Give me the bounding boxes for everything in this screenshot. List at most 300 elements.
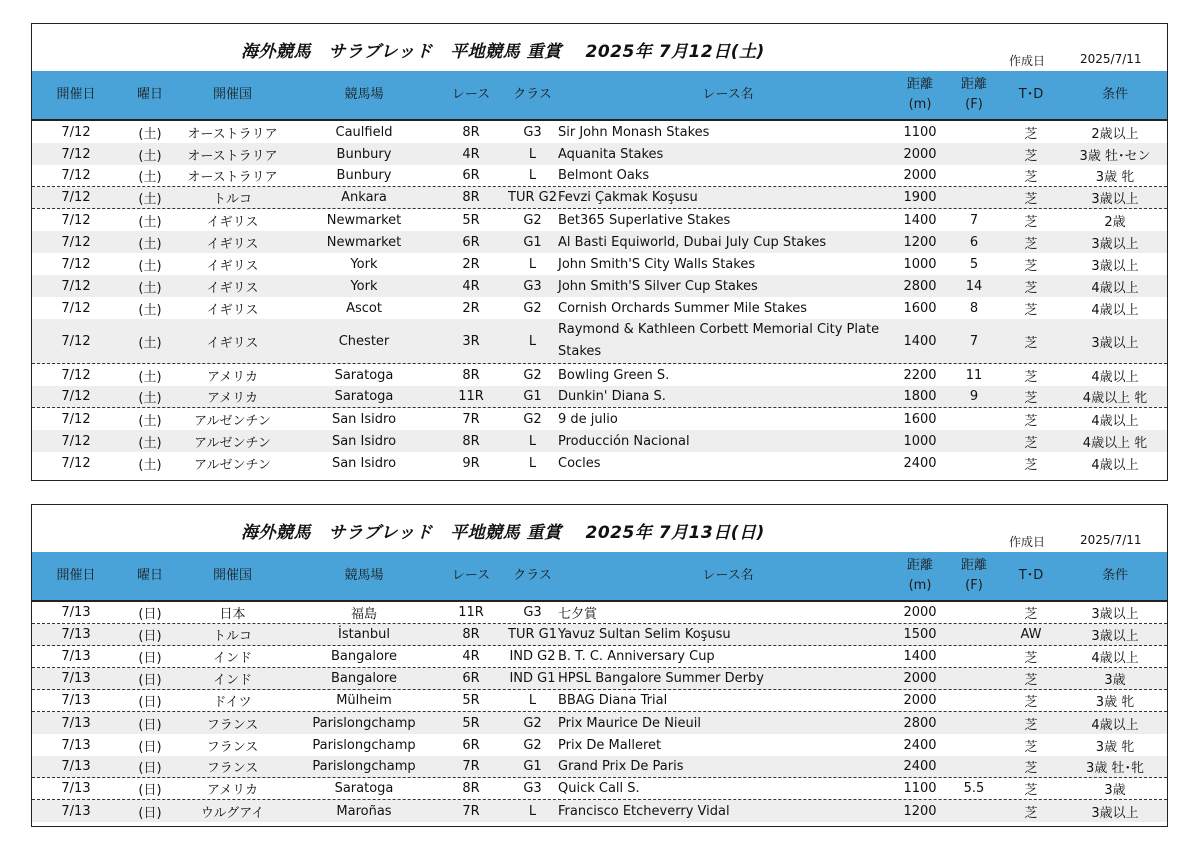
column-header-wd: 曜日 bbox=[136, 568, 163, 583]
cell-df: 7 bbox=[969, 333, 979, 349]
cell-dm: 2400 bbox=[903, 737, 937, 753]
table-body bbox=[32, 121, 1167, 474]
cell-race: 4R bbox=[462, 278, 480, 294]
cell-class: IND G1 bbox=[509, 671, 556, 686]
page-title: 海外競馬 サラブレッド 平地競馬 重賞 2025年 7月12日(土) bbox=[241, 42, 765, 62]
cell-cond: 4歳以上 bbox=[1091, 280, 1139, 296]
cell-td: 芝 bbox=[1024, 302, 1038, 318]
cell-country: アルゼンチン bbox=[194, 457, 271, 473]
cell-class: G1 bbox=[523, 759, 542, 774]
table-row bbox=[32, 668, 1167, 690]
cell-track: Newmarket bbox=[326, 212, 402, 228]
cell-df bbox=[948, 143, 1000, 165]
cell-wd: (土) bbox=[138, 280, 162, 296]
cell-race: 11R bbox=[458, 389, 484, 404]
cell-dm: 1900 bbox=[903, 190, 937, 205]
cell-td: 芝 bbox=[1024, 258, 1038, 274]
cell-td: 芝 bbox=[1024, 214, 1038, 230]
cell-class: G1 bbox=[523, 389, 542, 404]
cell-race: 9R bbox=[462, 455, 480, 471]
cell-wd: (土) bbox=[138, 258, 162, 274]
cell-name: Producción Nacional bbox=[558, 433, 690, 449]
cell-dm: 2000 bbox=[903, 605, 937, 620]
cell-cond: 3歳以上 bbox=[1091, 607, 1139, 622]
cell-cond: 4歳以上 bbox=[1091, 302, 1139, 318]
table-row bbox=[32, 690, 1167, 712]
table-row bbox=[32, 143, 1167, 165]
cell-cond: 3歳 bbox=[1104, 783, 1126, 798]
cell-date: 7/13 bbox=[61, 781, 91, 796]
cell-class: L bbox=[528, 455, 537, 471]
cell-cond: 3歳以上 bbox=[1091, 236, 1139, 252]
cell-cond: 3歳 牡･牝 bbox=[1086, 761, 1144, 776]
cell-race: 7R bbox=[462, 803, 480, 819]
cell-wd: (土) bbox=[138, 391, 162, 406]
cell-name: Grand Prix De Paris bbox=[558, 759, 684, 774]
cell-cond: 2歳以上 bbox=[1091, 126, 1139, 142]
cell-class: TUR G1 bbox=[508, 627, 557, 642]
cell-race: 2R bbox=[462, 256, 480, 272]
created-date-value: 2025/7/11 bbox=[1080, 533, 1142, 547]
cell-name: Yavuz Sultan Selim Koşusu bbox=[558, 627, 731, 642]
cell-track: 福島 bbox=[350, 607, 377, 622]
cell-race: 7R bbox=[462, 411, 480, 427]
cell-race: 4R bbox=[462, 146, 480, 162]
cell-track: York bbox=[350, 278, 378, 294]
cell-cond: 4歳以上 bbox=[1091, 717, 1139, 733]
table-row bbox=[32, 253, 1167, 275]
cell-class: G3 bbox=[523, 605, 542, 620]
table-row bbox=[32, 712, 1167, 734]
table-row bbox=[32, 364, 1167, 386]
table-row bbox=[32, 778, 1167, 800]
cell-country: アルゼンチン bbox=[194, 413, 271, 429]
column-header-date: 開催日 bbox=[56, 568, 96, 583]
cell-td: 芝 bbox=[1024, 413, 1038, 429]
cell-cond: 4歳以上 牝 bbox=[1082, 435, 1148, 451]
cell-date: 7/12 bbox=[61, 389, 91, 404]
cell-country: フランス bbox=[206, 739, 259, 755]
cell-dm: 1600 bbox=[903, 300, 937, 316]
cell-cond: 3歳 牝 bbox=[1095, 695, 1135, 710]
cell-class: L bbox=[528, 803, 537, 819]
cell-cond: 3歳以上 bbox=[1091, 805, 1139, 821]
cell-td: 芝 bbox=[1024, 739, 1038, 755]
cell-df: 8 bbox=[969, 300, 979, 316]
cell-wd: (日) bbox=[138, 761, 162, 776]
cell-track: Saratoga bbox=[334, 367, 394, 383]
cell-country: アメリカ bbox=[206, 391, 259, 406]
cell-dm: 1800 bbox=[903, 389, 937, 404]
cell-wd: (土) bbox=[138, 214, 162, 230]
cell-country: トルコ bbox=[212, 192, 252, 207]
cell-cond: 3歳 牝 bbox=[1095, 170, 1135, 185]
table-row bbox=[32, 800, 1167, 822]
cell-df bbox=[948, 800, 1000, 822]
cell-date: 7/12 bbox=[61, 212, 91, 228]
column-header-dm: 距離 (m) bbox=[906, 558, 933, 593]
cell-dm: 2000 bbox=[903, 168, 937, 183]
cell-country: オーストラリア bbox=[187, 126, 278, 142]
cell-name: Al Basti Equiworld, Dubai July Cup Stakes bbox=[558, 234, 827, 250]
cell-class: IND G2 bbox=[509, 649, 556, 664]
cell-td: 芝 bbox=[1024, 170, 1038, 185]
cell-dm: 2000 bbox=[903, 146, 937, 162]
cell-class: L bbox=[528, 333, 537, 349]
table-row bbox=[32, 624, 1167, 646]
cell-dm: 2000 bbox=[903, 671, 937, 686]
column-header-track: 競馬場 bbox=[344, 87, 384, 102]
cell-class: L bbox=[528, 433, 537, 449]
cell-race: 5R bbox=[462, 212, 480, 228]
cell-date: 7/12 bbox=[61, 190, 91, 205]
cell-df bbox=[948, 734, 1000, 756]
cell-race: 5R bbox=[462, 715, 480, 731]
cell-track: Parislongchamp bbox=[312, 759, 416, 774]
cell-df bbox=[948, 430, 1000, 452]
cell-df bbox=[948, 121, 1000, 143]
cell-track: San Isidro bbox=[331, 455, 397, 471]
cell-cond: 3歳 牝 bbox=[1095, 739, 1135, 755]
cell-track: Parislongchamp bbox=[312, 715, 416, 731]
column-header-name: レース名 bbox=[702, 568, 754, 583]
page-title: 海外競馬 サラブレッド 平地競馬 重賞 2025年 7月13日(日) bbox=[241, 523, 765, 543]
cell-df bbox=[948, 668, 1000, 689]
cell-track: Bangalore bbox=[331, 671, 397, 686]
cell-class: G2 bbox=[523, 367, 542, 383]
cell-wd: (土) bbox=[138, 335, 162, 351]
cell-class: G3 bbox=[523, 124, 542, 140]
cell-td: 芝 bbox=[1024, 695, 1038, 710]
cell-cond: 3歳以上 bbox=[1091, 258, 1139, 274]
table-row bbox=[32, 319, 1167, 364]
cell-class: G2 bbox=[523, 737, 542, 753]
cell-race: 8R bbox=[462, 781, 480, 796]
cell-country: インド bbox=[212, 651, 252, 666]
cell-cond: 3歳以上 bbox=[1091, 192, 1139, 207]
cell-wd: (日) bbox=[138, 739, 162, 755]
cell-df bbox=[948, 165, 1000, 186]
cell-dm: 1100 bbox=[903, 781, 937, 796]
cell-class: L bbox=[528, 693, 537, 708]
cell-td: 芝 bbox=[1024, 805, 1038, 821]
cell-td: AW bbox=[1020, 627, 1042, 642]
cell-df bbox=[948, 690, 1000, 711]
cell-df bbox=[948, 408, 1000, 430]
cell-cond: 2歳 bbox=[1104, 214, 1126, 230]
cell-race: 6R bbox=[462, 234, 480, 250]
cell-wd: (土) bbox=[138, 302, 162, 318]
table-row bbox=[32, 646, 1167, 668]
cell-date: 7/12 bbox=[61, 367, 91, 383]
column-header-class: クラス bbox=[513, 87, 552, 102]
cell-cond: 4歳以上 bbox=[1091, 457, 1139, 473]
cell-td: 芝 bbox=[1024, 717, 1038, 733]
cell-dm: 1000 bbox=[903, 433, 937, 449]
cell-wd: (日) bbox=[138, 607, 162, 622]
cell-date: 7/12 bbox=[61, 300, 91, 316]
cell-wd: (土) bbox=[138, 457, 162, 473]
cell-name: B. T. C. Anniversary Cup bbox=[558, 649, 715, 664]
cell-track: Bunbury bbox=[336, 146, 392, 162]
cell-name: John Smith'S City Walls Stakes bbox=[558, 256, 756, 272]
cell-name: HPSL Bangalore Summer Derby bbox=[558, 671, 764, 686]
cell-df bbox=[948, 624, 1000, 645]
cell-wd: (日) bbox=[138, 651, 162, 666]
cell-name: Aquanita Stakes bbox=[558, 146, 664, 162]
cell-class: G2 bbox=[523, 212, 542, 228]
cell-name: 七夕賞 bbox=[558, 607, 598, 622]
column-header-track: 競馬場 bbox=[344, 568, 384, 583]
cell-date: 7/12 bbox=[61, 278, 91, 294]
cell-name: Sir John Monash Stakes bbox=[558, 124, 710, 140]
table-row bbox=[32, 187, 1167, 209]
cell-date: 7/12 bbox=[61, 256, 91, 272]
cell-wd: (日) bbox=[138, 783, 162, 798]
title-row bbox=[32, 24, 1167, 71]
cell-name: Prix De Malleret bbox=[558, 737, 662, 753]
cell-track: San Isidro bbox=[331, 411, 397, 427]
cell-date: 7/12 bbox=[61, 411, 91, 427]
table-row bbox=[32, 734, 1167, 756]
cell-date: 7/12 bbox=[61, 455, 91, 471]
cell-date: 7/13 bbox=[61, 649, 91, 664]
cell-td: 芝 bbox=[1024, 651, 1038, 666]
cell-track: Maroñas bbox=[336, 803, 392, 819]
column-header-td: T･D bbox=[1018, 87, 1044, 102]
cell-df bbox=[948, 712, 1000, 734]
cell-race: 3R bbox=[462, 333, 480, 349]
cell-date: 7/13 bbox=[61, 605, 91, 620]
cell-dm: 1200 bbox=[903, 803, 937, 819]
table-header bbox=[32, 71, 1167, 121]
table-row bbox=[32, 297, 1167, 319]
table-body bbox=[32, 602, 1167, 822]
cell-df bbox=[948, 756, 1000, 777]
cell-track: Ascot bbox=[346, 300, 382, 316]
cell-name: Bowling Green S. bbox=[558, 367, 670, 383]
cell-dm: 1400 bbox=[903, 212, 937, 228]
created-date-label: 作成日 bbox=[1009, 54, 1046, 68]
cell-name: Francisco Etcheverry Vidal bbox=[558, 803, 730, 819]
cell-class: G2 bbox=[523, 715, 542, 731]
cell-class: G1 bbox=[523, 234, 542, 250]
cell-df bbox=[948, 187, 1000, 208]
cell-date: 7/13 bbox=[61, 737, 91, 753]
cell-track: Ankara bbox=[341, 190, 387, 205]
cell-wd: (土) bbox=[138, 236, 162, 252]
cell-country: イギリス bbox=[206, 335, 259, 351]
cell-name: Cornish Orchards Summer Mile Stakes bbox=[558, 300, 808, 316]
cell-wd: (土) bbox=[138, 413, 162, 429]
cell-track: Newmarket bbox=[326, 234, 402, 250]
cell-cond: 4歳以上 牝 bbox=[1082, 391, 1148, 406]
column-header-country: 開催国 bbox=[212, 87, 252, 102]
cell-wd: (土) bbox=[138, 126, 162, 142]
table-row bbox=[32, 756, 1167, 778]
cell-date: 7/12 bbox=[61, 433, 91, 449]
cell-name: Raymond & Kathleen Corbett Memorial City Plate Stakes bbox=[558, 322, 880, 359]
cell-date: 7/12 bbox=[61, 333, 91, 349]
column-header-df: 距離 (F) bbox=[960, 558, 987, 593]
cell-cond: 3歳 牡･セン bbox=[1079, 148, 1151, 164]
column-header-country: 開催国 bbox=[212, 568, 252, 583]
cell-df: 9 bbox=[969, 389, 979, 404]
cell-country: オーストラリア bbox=[187, 148, 278, 164]
cell-race: 8R bbox=[462, 124, 480, 140]
cell-track: Saratoga bbox=[334, 781, 394, 796]
cell-dm: 1400 bbox=[903, 333, 937, 349]
cell-country: オーストラリア bbox=[187, 170, 278, 185]
cell-df: 14 bbox=[965, 278, 983, 294]
cell-td: 芝 bbox=[1024, 369, 1038, 385]
column-header-cond: 条件 bbox=[1101, 568, 1128, 583]
table-row bbox=[32, 408, 1167, 430]
cell-dm: 1100 bbox=[903, 124, 937, 140]
cell-cond: 3歳 bbox=[1104, 673, 1126, 688]
cell-country: アメリカ bbox=[206, 369, 259, 385]
cell-class: L bbox=[528, 256, 537, 272]
cell-track: York bbox=[350, 256, 378, 272]
cell-dm: 1500 bbox=[903, 627, 937, 642]
cell-name: Quick Call S. bbox=[558, 781, 640, 796]
cell-td: 芝 bbox=[1024, 783, 1038, 798]
cell-td: 芝 bbox=[1024, 607, 1038, 622]
column-header-class: クラス bbox=[513, 568, 552, 583]
cell-dm: 1200 bbox=[903, 234, 937, 250]
cell-cond: 4歳以上 bbox=[1091, 413, 1139, 429]
table-header bbox=[32, 552, 1167, 602]
race-table-july-13 bbox=[31, 504, 1168, 827]
cell-df bbox=[948, 646, 1000, 667]
cell-wd: (日) bbox=[138, 673, 162, 688]
title-row bbox=[32, 505, 1167, 552]
column-header-df: 距離 (F) bbox=[960, 77, 987, 112]
cell-df bbox=[948, 602, 1000, 623]
cell-race: 5R bbox=[462, 693, 480, 708]
cell-country: フランス bbox=[206, 717, 259, 733]
cell-date: 7/12 bbox=[61, 146, 91, 162]
cell-race: 2R bbox=[462, 300, 480, 316]
cell-country: インド bbox=[212, 673, 252, 688]
cell-date: 7/13 bbox=[61, 715, 91, 731]
cell-dm: 1600 bbox=[903, 411, 937, 427]
cell-race: 11R bbox=[458, 605, 484, 620]
cell-track: Chester bbox=[338, 333, 390, 349]
table-row bbox=[32, 209, 1167, 231]
cell-cond: 4歳以上 bbox=[1091, 369, 1139, 385]
cell-dm: 2800 bbox=[903, 715, 937, 731]
cell-country: アメリカ bbox=[206, 783, 259, 798]
cell-td: 芝 bbox=[1024, 435, 1038, 451]
column-header-race: レース bbox=[451, 87, 491, 102]
cell-td: 芝 bbox=[1024, 236, 1038, 252]
cell-df: 11 bbox=[965, 367, 983, 383]
cell-class: TUR G2 bbox=[508, 190, 557, 205]
cell-wd: (土) bbox=[138, 369, 162, 385]
table-row bbox=[32, 386, 1167, 408]
cell-td: 芝 bbox=[1024, 457, 1038, 473]
cell-df: 7 bbox=[969, 212, 979, 228]
cell-class: L bbox=[528, 146, 537, 162]
cell-name: Bet365 Superlative Stakes bbox=[558, 212, 731, 228]
cell-country: イギリス bbox=[206, 302, 259, 318]
cell-name: BBAG Diana Trial bbox=[558, 693, 668, 708]
cell-race: 6R bbox=[462, 671, 480, 686]
column-header-race: レース bbox=[451, 568, 491, 583]
cell-wd: (土) bbox=[138, 170, 162, 185]
table-row bbox=[32, 231, 1167, 253]
cell-cond: 4歳以上 bbox=[1091, 651, 1139, 666]
cell-dm: 2400 bbox=[903, 455, 937, 471]
cell-td: 芝 bbox=[1024, 673, 1038, 688]
cell-dm: 2800 bbox=[903, 278, 937, 294]
cell-country: ドイツ bbox=[213, 695, 252, 710]
cell-dm: 1400 bbox=[903, 649, 937, 664]
cell-country: イギリス bbox=[206, 236, 259, 252]
cell-td: 芝 bbox=[1024, 192, 1038, 207]
created-date-value: 2025/7/11 bbox=[1080, 52, 1142, 66]
column-header-td: T･D bbox=[1018, 568, 1044, 583]
cell-cond: 3歳以上 bbox=[1091, 629, 1139, 644]
cell-td: 芝 bbox=[1024, 761, 1038, 776]
cell-track: İstanbul bbox=[337, 627, 390, 642]
cell-td: 芝 bbox=[1024, 391, 1038, 406]
cell-date: 7/13 bbox=[61, 759, 91, 774]
cell-track: Parislongchamp bbox=[312, 737, 416, 753]
cell-track: Saratoga bbox=[334, 389, 394, 404]
cell-name: Cocles bbox=[558, 455, 601, 471]
cell-race: 8R bbox=[462, 433, 480, 449]
cell-name: Fevzi Çakmak Koşusu bbox=[558, 190, 698, 205]
cell-df: 6 bbox=[969, 234, 979, 250]
cell-dm: 2400 bbox=[903, 759, 937, 774]
cell-name: Dunkin' Diana S. bbox=[558, 389, 666, 404]
cell-class: L bbox=[528, 168, 537, 183]
table-row bbox=[32, 165, 1167, 187]
cell-track: Caulfield bbox=[335, 124, 393, 140]
cell-cond: 3歳以上 bbox=[1091, 335, 1139, 351]
cell-name: John Smith'S Silver Cup Stakes bbox=[558, 278, 758, 294]
cell-country: フランス bbox=[206, 761, 259, 776]
table-row bbox=[32, 121, 1167, 143]
cell-dm: 2000 bbox=[903, 693, 937, 708]
cell-class: G2 bbox=[523, 300, 542, 316]
cell-track: Mülheim bbox=[336, 693, 392, 708]
cell-df bbox=[948, 452, 1000, 474]
cell-wd: (日) bbox=[138, 717, 162, 733]
cell-wd: (日) bbox=[138, 629, 162, 644]
race-table-july-12 bbox=[31, 23, 1168, 481]
cell-track: Bangalore bbox=[331, 649, 397, 664]
cell-td: 芝 bbox=[1024, 148, 1038, 164]
cell-class: G2 bbox=[523, 411, 542, 427]
cell-wd: (土) bbox=[138, 435, 162, 451]
cell-country: イギリス bbox=[206, 280, 259, 296]
cell-wd: (日) bbox=[138, 805, 162, 821]
cell-race: 6R bbox=[462, 168, 480, 183]
table-row bbox=[32, 602, 1167, 624]
cell-td: 芝 bbox=[1024, 126, 1038, 142]
cell-country: イギリス bbox=[206, 258, 259, 274]
cell-country: ウルグアイ bbox=[200, 805, 265, 821]
cell-date: 7/13 bbox=[61, 693, 91, 708]
cell-race: 8R bbox=[462, 627, 480, 642]
cell-race: 6R bbox=[462, 737, 480, 753]
cell-name: Prix Maurice De Nieuil bbox=[558, 715, 701, 731]
table-row bbox=[32, 430, 1167, 452]
cell-country: トルコ bbox=[212, 629, 252, 644]
